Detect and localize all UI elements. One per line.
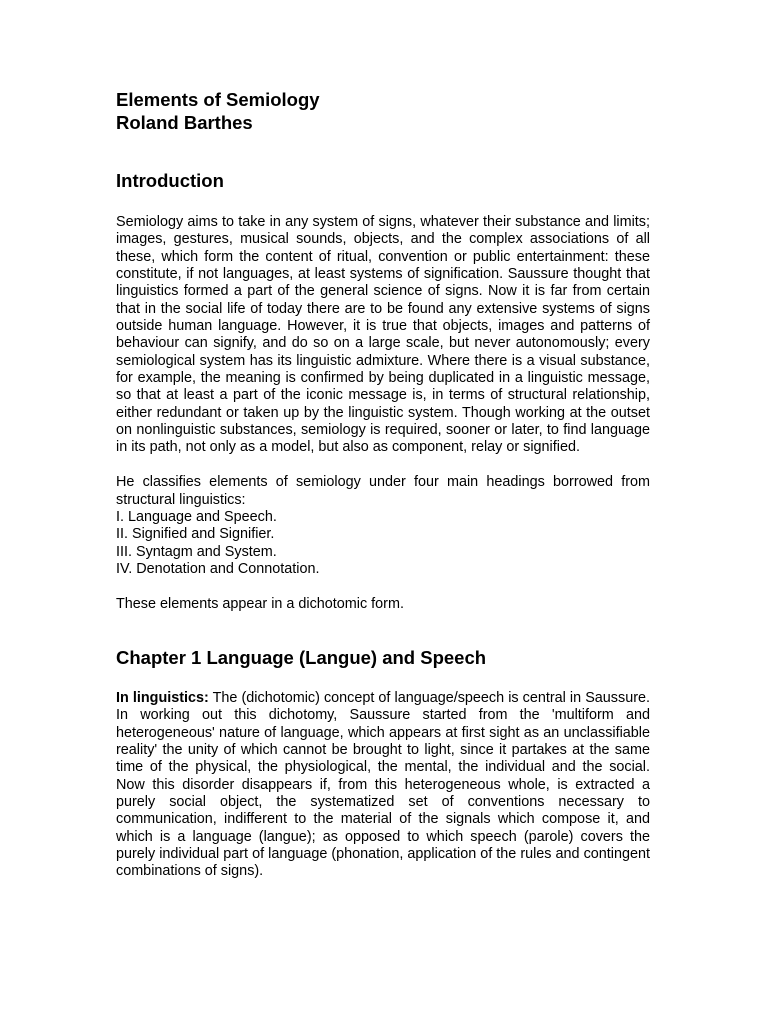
chapter-1-body: The (dichotomic) concept of language/speech is central in Saussure. In working out this dichotomy, Saussure started from the 'multiform and heterogeneous' nature of language, which appears at first sight as an unclassifiable reality' the unity of which cannot be brought to light, since it partakes at the same time of the physical, the physiological, the mental, the individual and the social. Now this disorder disappears if, from this heterogeneous whole, is extracted a purely social object, the systematized set of conventions necessary to communication, indifferent to the material of the signals which compose it, and which is a language (langue); as opposed to which speech (parole) covers the purely individual part of language (phonation, application of the rules and contingent combinations of signs).	[116, 689, 650, 880]
document-title	[116, 88, 650, 134]
title-line: Elements of Semiology	[116, 89, 320, 110]
headings-list	[116, 509, 650, 578]
chapter-1-paragraph	[116, 690, 650, 881]
list-item: III. Syntagm and System.	[116, 543, 277, 560]
intro-paragraph: Semiology aims to take in any system of signs, whatever their substance and limits; images, gestures, musical sounds, objects, and the complex associations of all these, which form the content of ritual, convention or public entertainment: these constitute, if not languages, at least systems of signification. Saussure thought that linguistics formed a part of the general science of signs. Now it is far from certain that in the social life of today there are to be found any extensive systems of signs outside human language. However, it is true that objects, images and patterns of behaviour can signify, and do so on a large scale, but never autonomously; every semiological system has its linguistic admixture. Where there is a visual substance, for example, the meaning is confirmed by being duplicated in a linguistic message, so that at least a part of the iconic message is, in terms of structural relationship, either redundant or taken up by the linguistic system. Though working at the outset on nonlinguistic substances, semiology is required, sooner or later, to find language in its path, not only as a model, but also as component, relay or signified.	[116, 214, 650, 456]
chapter-1-lead: In linguistics:	[116, 689, 209, 706]
author-line: Roland Barthes	[116, 112, 253, 133]
list-item: IV. Denotation and Connotation.	[116, 560, 320, 577]
document-content	[116, 88, 650, 881]
dichotomic-paragraph: These elements appear in a dichotomic form.	[116, 595, 404, 612]
chapter-1-heading: Chapter 1 Language (Langue) and Speech	[116, 646, 487, 668]
introduction-heading: Introduction	[116, 170, 224, 191]
list-item: I. Language and Speech.	[116, 508, 277, 525]
list-item: II. Signified and Signifier.	[116, 526, 275, 543]
classifies-paragraph: He classifies elements of semiology under four main headings borrowed from structural linguistics:	[116, 474, 650, 508]
